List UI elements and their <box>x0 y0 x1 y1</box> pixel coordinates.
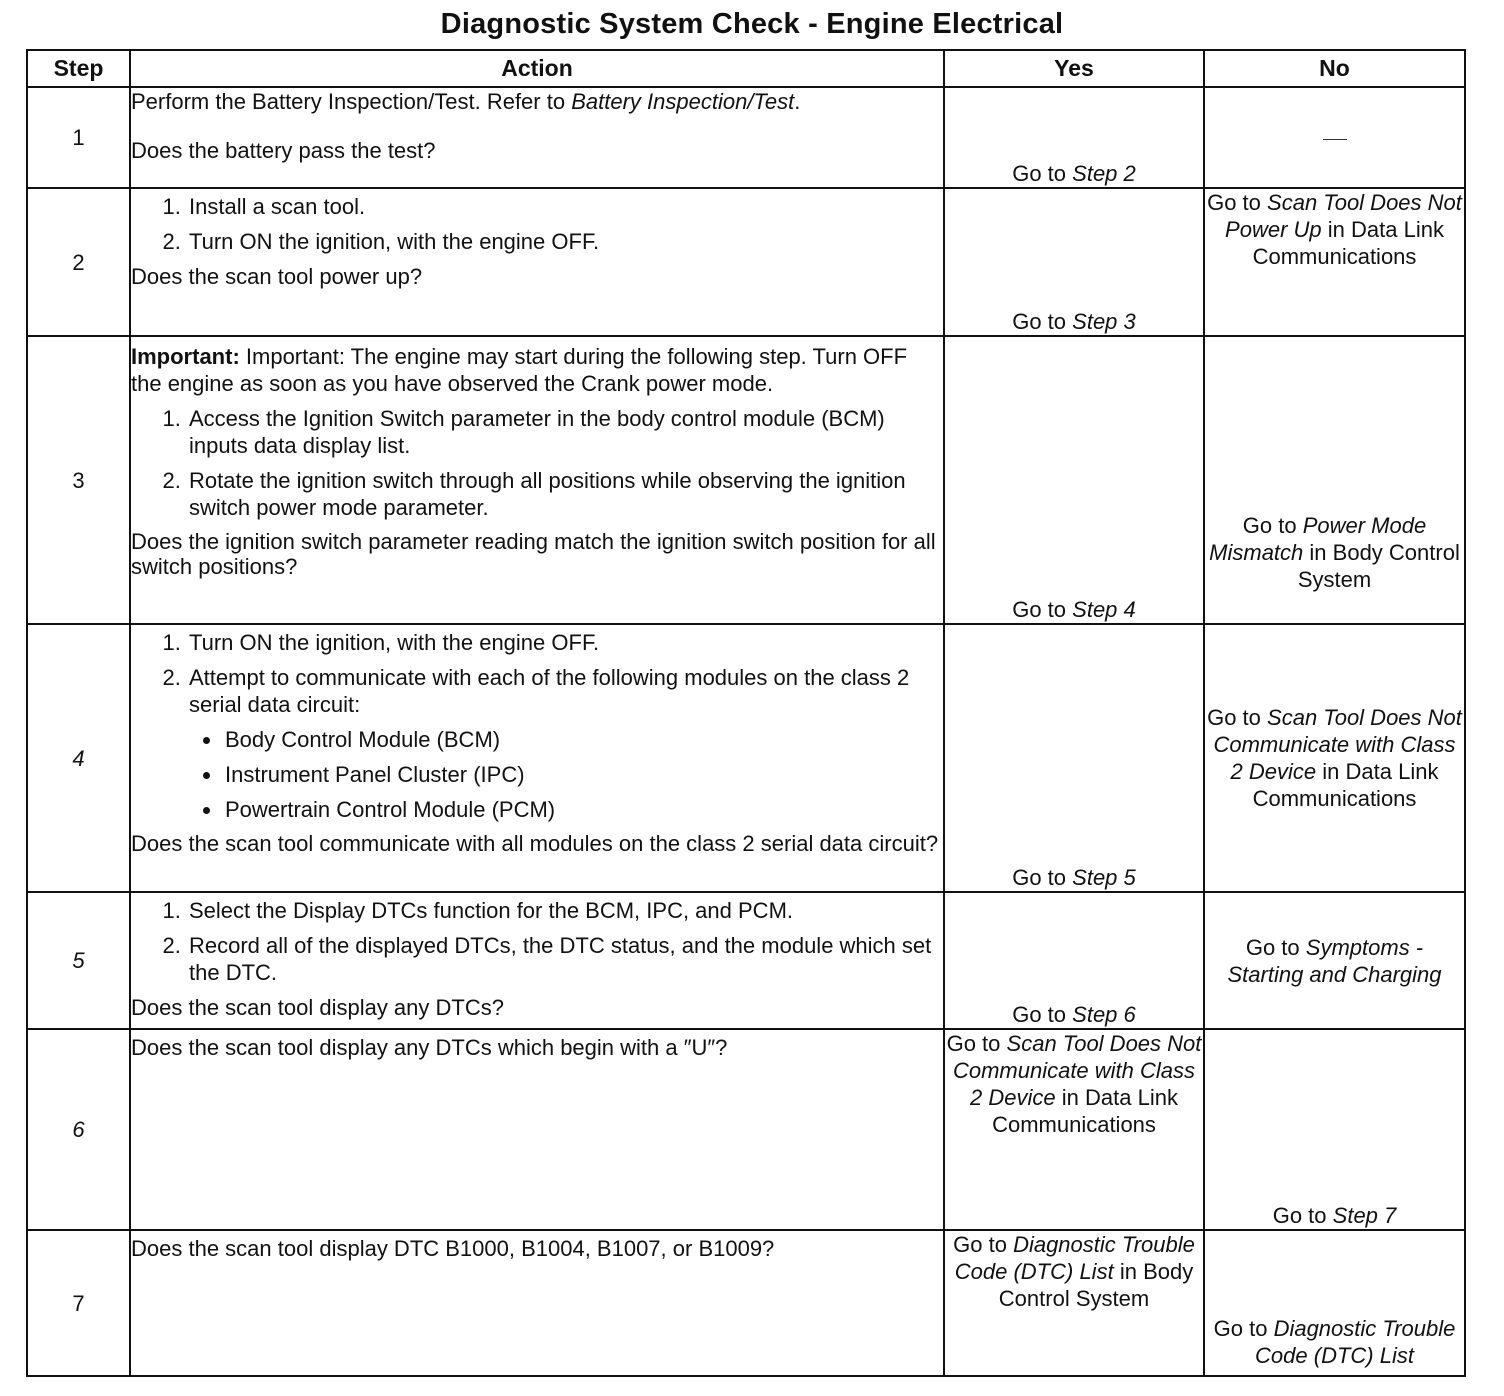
go-to-label: Go to <box>1242 513 1297 538</box>
action-list <box>131 629 943 823</box>
header-step: Step <box>27 50 130 87</box>
no-cell <box>1204 624 1465 892</box>
yes-cell <box>944 87 1204 188</box>
go-to-label: Go to <box>1012 597 1067 622</box>
yes-link[interactable]: Scan Tool Does Not Communicate with Class 2 Device <box>952 1031 1202 1110</box>
no-link[interactable]: Scan Tool Does Not Communicate with Class 2 Device <box>1213 705 1462 784</box>
table-row <box>27 624 1465 892</box>
action-text: Perform the Battery Inspection/Test. Refer to Battery Inspection/Test. <box>131 89 801 114</box>
action-question: Does the scan tool communicate with all modules on the class 2 serial data circuit? <box>131 831 939 856</box>
module-item: • Instrument Panel Cluster (IPC) <box>223 761 943 788</box>
no-link[interactable]: Power Mode Mismatch <box>1209 513 1427 565</box>
important-note <box>131 343 943 397</box>
action-cell <box>130 892 944 1029</box>
step-number: 5 <box>27 892 130 1029</box>
action-cell <box>130 188 944 336</box>
action-cell <box>130 1029 944 1230</box>
step-number: 6 <box>27 1029 130 1230</box>
in-label: in <box>1119 1259 1137 1284</box>
action-question: Does the ignition switch parameter reading match the ignition switch position for all switch positions? <box>131 529 936 579</box>
step-number: 7 <box>27 1230 130 1376</box>
header-yes: Yes <box>944 50 1204 87</box>
yes-cell <box>944 1230 1204 1376</box>
no-location: Data Link Communications <box>1252 759 1439 811</box>
no-cell <box>1204 892 1465 1029</box>
header-no: No <box>1204 50 1465 87</box>
no-link[interactable]: Scan Tool Does Not Power Up <box>1225 190 1462 242</box>
table-row <box>27 188 1465 336</box>
go-to-label: Go to <box>1012 865 1067 890</box>
no-cell <box>1204 188 1465 336</box>
list-item: 2. Rotate the ignition switch through all positions while observing the ignition switch power mode parameter. <box>187 467 943 521</box>
yes-link[interactable]: Diagnostic Trouble Code (DTC) List <box>954 1232 1195 1284</box>
module-item: • Body Control Module (BCM) <box>223 726 943 753</box>
yes-cell <box>944 336 1204 624</box>
step-number: 4 <box>27 624 130 892</box>
module-list <box>189 726 943 823</box>
no-cell <box>1204 1029 1465 1230</box>
go-to-label: Go to <box>1272 1203 1327 1228</box>
go-to-label: Go to <box>1012 161 1067 186</box>
list-item-text: Attempt to communicate with each of the following modules on the class 2 serial data circuit: <box>189 665 910 717</box>
table-row <box>27 336 1465 624</box>
yes-location: Data Link Communications <box>992 1085 1178 1137</box>
no-cell <box>1204 1230 1465 1376</box>
list-item: 1. Access the Ignition Switch parameter in the body control module (BCM) inputs data display list. <box>187 405 943 459</box>
yes-cell <box>944 1029 1204 1230</box>
yes-cell <box>944 892 1204 1029</box>
reference-link[interactable]: Battery Inspection/Test <box>571 89 795 114</box>
list-item: 1. Turn ON the ignition, with the engine OFF. <box>187 629 943 656</box>
important-text: Important: The engine may start during the following step. Turn OFF the engine as soon as you have observed the Crank power mode. <box>131 344 908 396</box>
go-to-label: Go to <box>1207 190 1261 215</box>
in-label: in <box>1309 540 1327 565</box>
in-label: in <box>1322 759 1340 784</box>
go-to-label: Go to <box>1213 1316 1268 1341</box>
diagnostic-table <box>26 49 1466 1377</box>
no-cell <box>1204 87 1465 188</box>
yes-link[interactable]: Step 3 <box>1072 309 1136 334</box>
no-link[interactable]: Step 7 <box>1332 1203 1397 1228</box>
yes-location: Body Control System <box>998 1259 1194 1311</box>
no-dash <box>1323 139 1347 140</box>
action-cell <box>130 336 944 624</box>
go-to-label: Go to <box>1207 705 1261 730</box>
header-row <box>27 50 1465 87</box>
important-label: Important: <box>131 344 240 369</box>
action-cell <box>130 1230 944 1376</box>
table-row <box>27 87 1465 188</box>
yes-link[interactable]: Step 4 <box>1072 597 1136 622</box>
no-link[interactable]: Diagnostic Trouble Code (DTC) List <box>1255 1316 1456 1368</box>
action-list <box>131 405 943 521</box>
go-to-label: Go to <box>1245 934 1300 960</box>
yes-link[interactable]: Step 5 <box>1072 865 1136 890</box>
yes-cell <box>944 188 1204 336</box>
table-row <box>27 1029 1465 1230</box>
step-number: 3 <box>27 336 130 624</box>
no-location: Data Link Communications <box>1252 217 1444 269</box>
in-label: in <box>1327 217 1345 242</box>
action-question: Does the scan tool display any DTCs? <box>131 995 504 1020</box>
action-intro: Perform the Battery Inspection/Test. Refer to <box>131 89 566 114</box>
go-to-label: Go to <box>953 1232 1007 1257</box>
yes-link[interactable]: Step 6 <box>1072 1002 1136 1027</box>
no-location: Body Control System <box>1297 540 1460 592</box>
page-title: Diagnostic System Check - Engine Electrical <box>440 8 1064 40</box>
action-question: Does the scan tool power up? <box>131 264 423 289</box>
list-item: 2. Turn ON the ignition, with the engine OFF. <box>187 228 943 255</box>
yes-link[interactable]: Step 2 <box>1072 161 1136 186</box>
go-to-label: Go to <box>1012 309 1067 334</box>
in-label: in <box>1061 1085 1079 1110</box>
no-cell <box>1204 336 1465 624</box>
action-cell <box>130 624 944 892</box>
step-number: 1 <box>27 87 130 188</box>
list-item <box>187 664 943 823</box>
action-question: Does the battery pass the test? <box>131 138 436 163</box>
list-item: 1. Install a scan tool. <box>187 193 943 220</box>
action-question: Does the scan tool display DTC B1000, B1004, B1007, or B1009? <box>131 1236 775 1261</box>
header-action: Action <box>130 50 944 87</box>
list-item: 2. Record all of the displayed DTCs, the DTC status, and the module which set the DTC. <box>187 932 943 986</box>
action-list <box>131 897 943 986</box>
action-list <box>131 193 943 255</box>
module-item: • Powertrain Control Module (PCM) <box>223 796 943 823</box>
action-cell <box>130 87 944 188</box>
table-row <box>27 1230 1465 1376</box>
step-number: 2 <box>27 188 130 336</box>
go-to-label: Go to <box>1012 1002 1067 1027</box>
go-to-label: Go to <box>946 1031 1001 1056</box>
action-question: Does the scan tool display any DTCs which begin with a ″U″? <box>131 1035 728 1060</box>
no-link[interactable]: Symptoms - Starting and Charging <box>1227 934 1442 987</box>
table-row <box>27 892 1465 1029</box>
list-item: 1. Select the Display DTCs function for the BCM, IPC, and PCM. <box>187 897 943 924</box>
yes-cell <box>944 624 1204 892</box>
